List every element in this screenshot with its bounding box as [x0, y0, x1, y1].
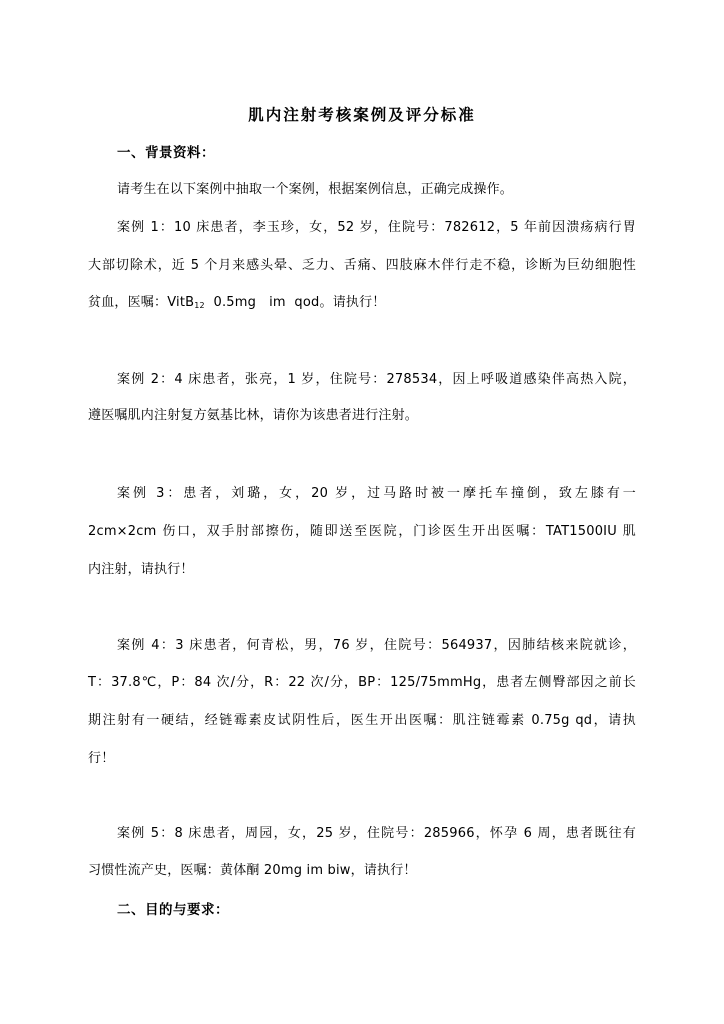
- case-1-line-3-suffix: 0.5mg im qod。请执行！: [204, 295, 386, 310]
- section-heading-objectives: 二、目的与要求：: [117, 902, 229, 918]
- case-2-line-1: 案例 2：4 床患者，张亮，1 岁，住院号：278534，因上呼吸道感染伴高热入院，: [117, 372, 636, 387]
- case-5-line-2: 习惯性流产史，医嘱：黄体酮 20mg im biw，请执行！: [88, 863, 417, 878]
- case-1-line-2: 大部切除术，近 5 个月来感头晕、乏力、舌痛、四肢麻木伴行走不稳，诊断为巨幼细胞性: [88, 258, 636, 273]
- case-4-line-1: 案例 4：3 床患者，何青松，男，76 岁，住院号：564937，因肺结核来院就诊，: [117, 638, 636, 653]
- section-heading-background: 一、背景资料：: [117, 145, 215, 161]
- case-3-line-2: 2cm×2cm 伤口，双手肘部擦伤，随即送至医院，门诊医生开出医嘱：TAT1500IU 肌: [88, 524, 636, 539]
- case-1-line-3-prefix: 贫血，医嘱：VitB: [88, 295, 195, 310]
- case-1-line-1: 案例 1：10 床患者，李玉珍，女，52 岁，住院号：782612，5 年前因溃疡病行胃: [117, 220, 636, 235]
- case-1-line-3: [88, 292, 636, 314]
- vitamin-subscript: 12: [194, 301, 205, 310]
- page-title: 肌内注射考核案例及评分标准: [248, 106, 476, 124]
- case-4-line-2: T：37.8℃，P：84 次/分，R：22 次/分，BP：125/75mmHg，患者左侧臀部因之前长: [88, 675, 636, 690]
- case-4-line-3: 期注射有一硬结，经链霉素皮试阴性后，医生开出医嘱：肌注链霉素 0.75g qd，请执: [88, 713, 636, 728]
- intro-paragraph: 请考生在以下案例中抽取一个案例，根据案例信息，正确完成操作。: [117, 182, 514, 197]
- case-4-line-4: 行！: [88, 751, 115, 766]
- case-3-line-3: 内注射，请执行！: [88, 562, 194, 577]
- case-3-line-1: 案例 3：患者，刘璐，女，20 岁，过马路时被一摩托车撞倒，致左膝有一: [117, 486, 636, 501]
- case-5-line-1: 案例 5：8 床患者，周园，女，25 岁，住院号：285966，怀孕 6 周，患者既往有: [117, 826, 636, 841]
- case-2-line-2: 遵医嘱肌内注射复方氨基比林，请你为该患者进行注射。: [88, 408, 419, 423]
